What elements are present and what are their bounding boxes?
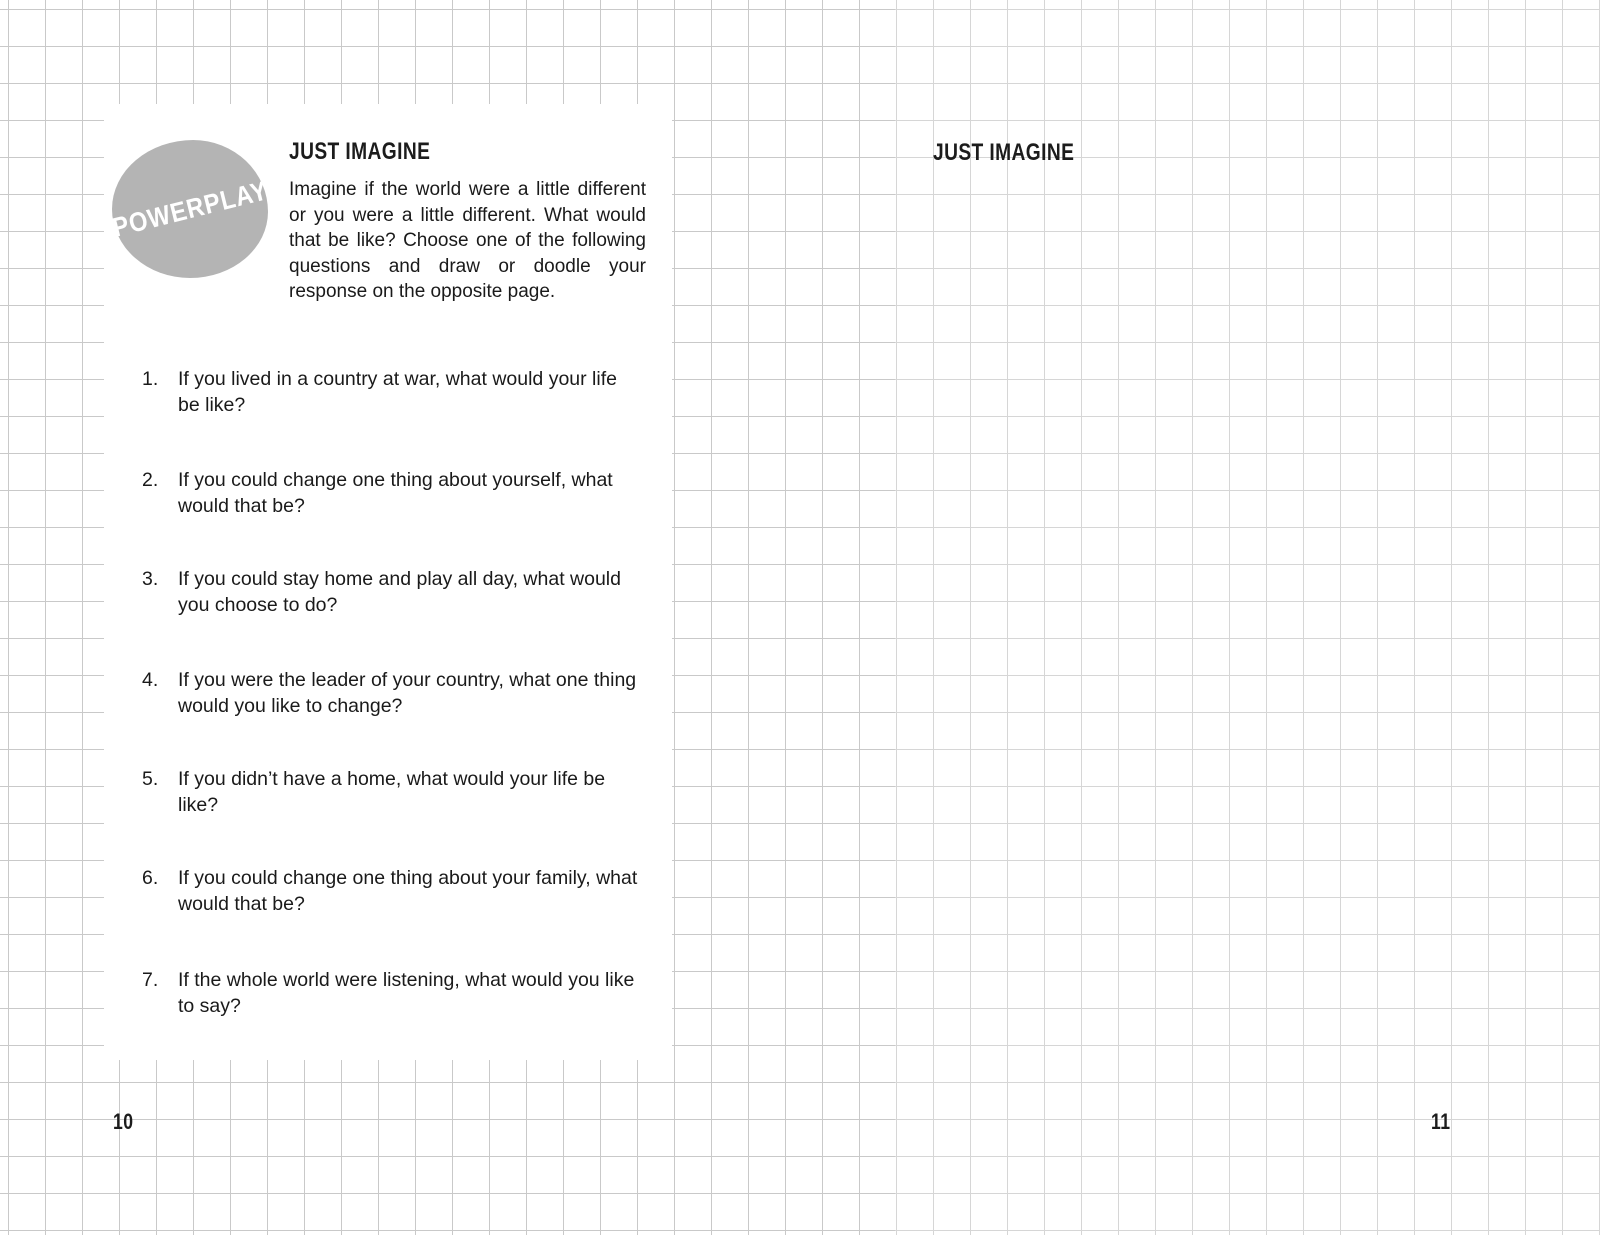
question-number: 1.	[142, 368, 159, 390]
left-page-heading: JUST IMAGINE	[289, 138, 431, 165]
right-page-number: 11	[1431, 1109, 1451, 1134]
right-page-doodle-area	[895, 0, 1600, 1235]
question-text: If you were the leader of your country, what one thing would you like to change?	[178, 669, 637, 717]
question-item-2	[142, 467, 642, 519]
question-number: 2.	[142, 469, 159, 491]
question-text: If you could stay home and play all day, what would you choose to do?	[178, 568, 621, 616]
right-page-heading: JUST IMAGINE	[933, 139, 1075, 166]
powerplay-badge-label: POWERPLAY	[109, 174, 271, 243]
question-text: If you could change one thing about your family, what would that be?	[178, 867, 638, 915]
question-text: If you didn’t have a home, what would your life be like?	[178, 768, 606, 816]
question-text: If you could change one thing about yourself, what would that be?	[178, 469, 613, 517]
powerplay-badge	[109, 140, 271, 278]
question-item-6	[142, 865, 642, 917]
question-text: If you lived in a country at war, what would your life be like?	[178, 368, 617, 416]
question-item-7	[142, 967, 642, 1019]
question-number: 5.	[142, 768, 159, 790]
question-item-4	[142, 667, 642, 719]
question-number: 3.	[142, 568, 159, 590]
left-page-number: 10	[113, 1109, 134, 1134]
question-number: 7.	[142, 969, 159, 991]
question-number: 4.	[142, 669, 159, 691]
question-item-3	[142, 566, 642, 618]
question-number: 6.	[142, 867, 159, 889]
question-text: If the whole world were listening, what would you like to say?	[178, 969, 635, 1017]
question-item-5	[142, 766, 642, 818]
intro-paragraph: Imagine if the world were a little different or you were a little different. What would that be like? Choose one of the following questions and draw or doodle your response on the opposite page.	[289, 179, 646, 302]
question-item-1	[142, 366, 642, 418]
